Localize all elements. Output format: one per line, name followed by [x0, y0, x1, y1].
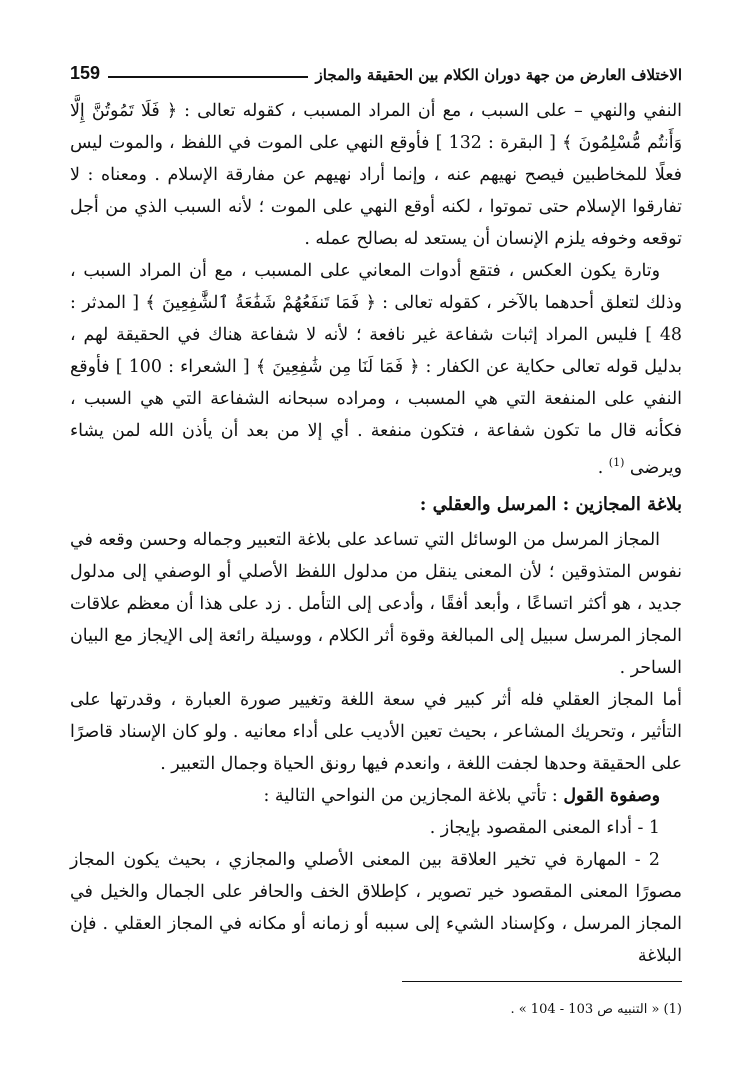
list-item: 2 - المهارة في تخير العلاقة بين المعنى الأصلي والمجازي ، بحيث يكون المجاز مصورًا المعنى المقصود خير تصوير ، كإطلاق الخف والحافر على الجمال والخيل في المجاز المرسل ، وكإسناد الشيء إلى سببه أو زمانه أو مكانه في المجاز العقلي . فإن البلاغة	[70, 849, 682, 966]
paragraph-text: وتارة يكون العكس ، فتقع أدوات المعاني على المسبب ، مع أن المراد السبب ، وذلك لتعلق أحدهما بالآخر ، كقوله تعالى : ﴿ فَمَا تَنفَعُهُمْ شَفَٰعَةُ ٱلشَّٰفِعِينَ ﴾ [ المدثر : 48 ] فليس المراد إثبات شفاعة غير نافعة ؛ لأنه لا شفاعة هناك في الحقيقة لهم ، بدليل قوله تعالى حكاية عن الكفار : ﴿ فَمَا لَنَا مِن شَٰفِعِينَ ﴾ [ الشعراء : 100 ] فأوقع النفي على المنفعة التي هي المسبب ، ومراده سبحانه الشفاعة التي هي السبب ، فكأنه قال ما تكون شفاعة ، فتكون منفعة . أي إلا من بعد أن يأذن الله لمن يشاء ويرضى	[70, 261, 682, 478]
running-header	[70, 58, 682, 84]
section-heading: بلاغة المجازين : المرسل والعقلي :	[419, 493, 682, 515]
conclusion-label: وصفوة القول	[563, 785, 660, 806]
main-text	[70, 95, 682, 972]
page-number: 159	[70, 63, 101, 83]
paragraph: المجاز المرسل من الوسائل التي تساعد على بلاغة التعبير وجماله وحسن وقعه في نفوس المتذوقين ؛ لأن المعنى ينقل من مدلول اللفظ الأصلي أو الوصفي إلى مدلول جديد ، هو أكثر اتساعًا ، وأبعد أفقًا ، وأدعى إلى التأمل . زد على هذا أن معظم علاقات المجاز المرسل سبيل إلى المبالغة وقوة أثر الكلام ، ووسيلة رائعة إلى الإيجاز مع البيان الساحر .	[70, 529, 682, 678]
conclusion-text: : تأتي بلاغة المجازين من النواحي التالية :	[263, 785, 558, 806]
paragraph: أما المجاز العقلي فله أثر كبير في سعة اللغة وتغيير صورة العبارة ، وقدرتها على التأثير ، وتحريك المشاعر ، بحيث تعين الأديب على أداء معانيه . ولو كان الإسناد قاصرًا على الحقيقة وحدها لجفت اللغة ، وانعدم فيها رونق الحياة وجمال التعبير .	[70, 689, 682, 774]
header-rule	[108, 76, 308, 78]
footnote: (1) « التنبيه ص 103 - 104 » .	[510, 1002, 682, 1017]
paragraph	[70, 255, 682, 484]
header-title: الاختلاف العارض من جهة دوران الكلام بين الحقيقة والمجاز	[315, 66, 682, 84]
footnote-divider	[402, 981, 682, 982]
paragraph-end: .	[597, 457, 604, 478]
list-item: 1 - أداء المعنى المقصود بإيجاز .	[429, 817, 660, 838]
conclusion-line	[70, 780, 682, 812]
footnote-reference[interactable]: (1)	[608, 456, 625, 469]
paragraph: النفي والنهي – على السبب ، مع أن المراد المسبب ، كقوله تعالى : ﴿ فَلَا تَمُوتُنَّ إِلَّا وَأَنتُم مُّسْلِمُونَ ﴾ [ البقرة : 132 ] فأوقع النهي على الموت في اللفظ ، والموت ليس فعلًا للمخاطبين فيصح نهيهم عنه ، وإنما أراد نهيهم عن مفارقة الإسلام . ومعناه : لا تفارقوا الإسلام حتى تموتوا ، لكنه أوقع النهي على الموت ؛ لأنه السبب الذي من أجل توقعه وخوفه يلزم الإنسان أن يستعد له بصالح عمله .	[70, 101, 682, 249]
